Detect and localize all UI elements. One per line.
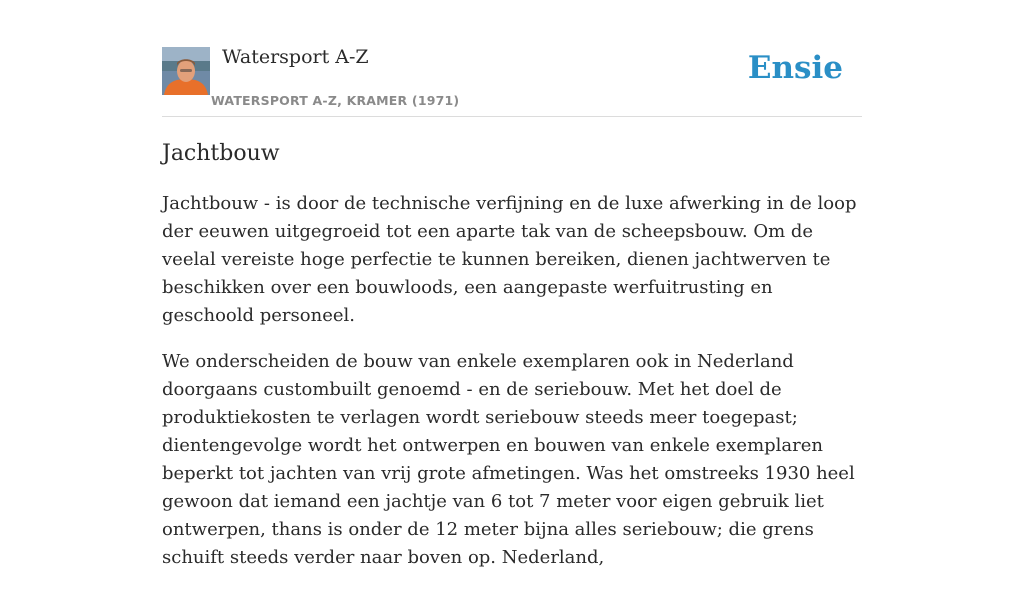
article-paragraph: We onderscheiden de bouw van enkele exemplaren ook in Nederland doorgaans custombuilt genoemd - en de seriebouw. Met het doel de produktiekosten te verlagen wordt seriebouw steeds meer toegepast; dientengevolge wordt het ontwerpen en bouwen van enkele exemplaren beperkt tot jachten van vrij grote afmetingen. Was het omstreeks 1930 heel gewoon dat iemand een jachtje van 6 tot 7 meter voor eigen gebruik liet ontwerpen, thans is onder de 12 meter bijna alles seriebouw; die grens schuift steeds verder naar boven op. Nederland, [162,351,855,568]
brand-logo[interactable]: Ensie [747,50,843,86]
article-paragraph: Jachtbouw - is door de technische verfijning en de luxe afwerking in de loop der eeuwen uitgegroeid tot een aparte tak van de scheepsbouw. Om de veelal vereiste hoge perfectie te kunnen bereiken, dienen jachtwerven te beschikken over een bouwloods, een aangepaste werfuitrusting en geschoold personeel. [162,193,857,326]
site-title[interactable]: Watersport A-Z [222,46,369,68]
article [162,138,862,590]
avatar-icon [162,47,210,95]
article-title: Jachtbouw [162,141,280,166]
author-avatar[interactable] [162,47,210,95]
source-label[interactable]: WATERSPORT A-Z, KRAMER (1971) [211,93,460,108]
header [162,44,862,117]
